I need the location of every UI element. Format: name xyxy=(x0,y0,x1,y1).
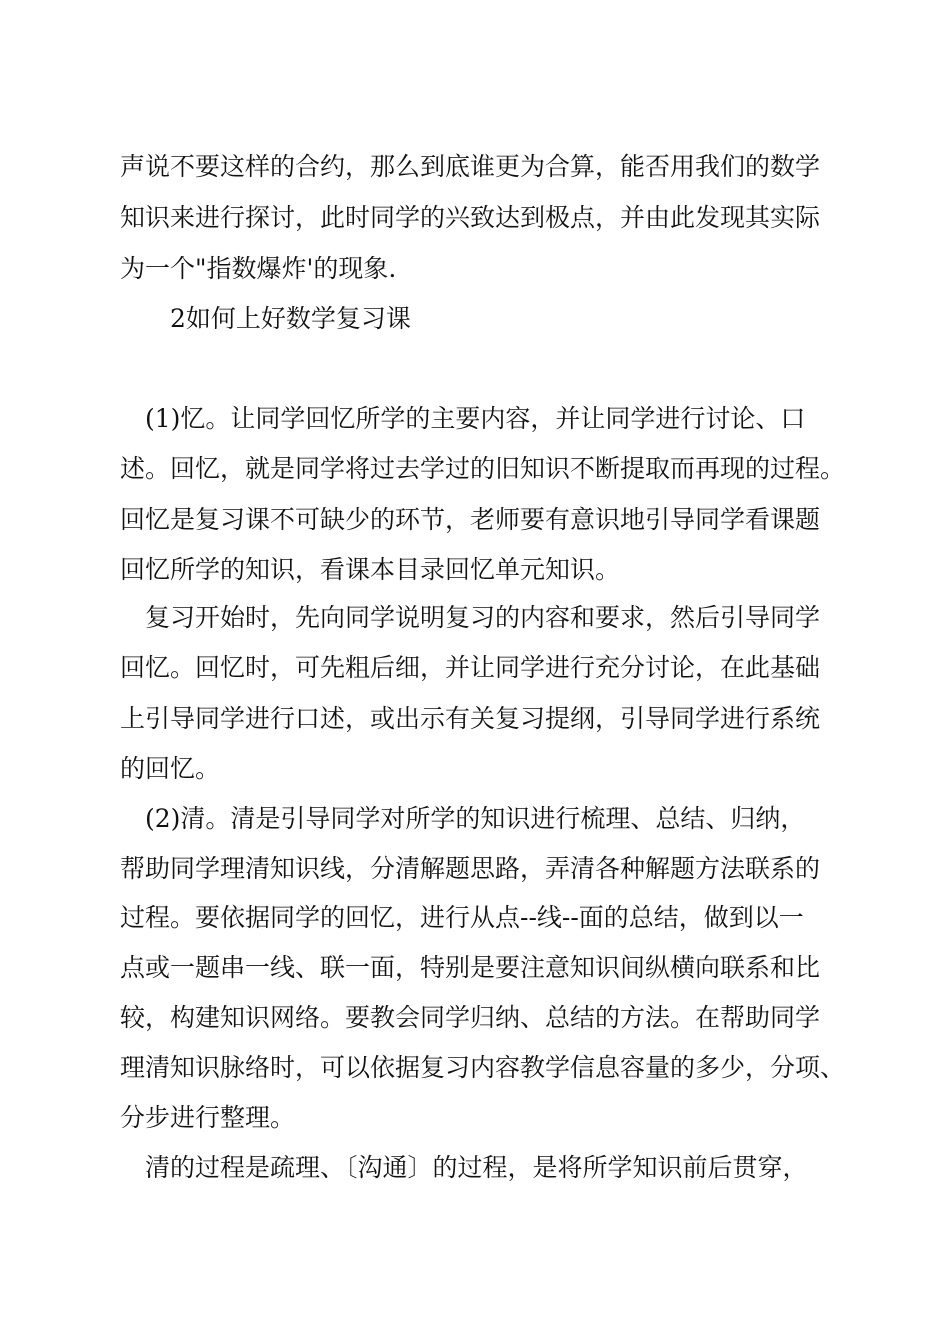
text-line: 清的过程是疏理、〔沟通〕的过程，是将所学知识前后贯穿， xyxy=(145,1153,808,1182)
text-line: 复习开始时，先向同学说明复习的内容和要求，然后引导同学 xyxy=(145,603,821,632)
text-line: 的回忆。 xyxy=(120,754,221,783)
text-line: 过程。要依据同学的回忆，进行从点--线--面的总结，做到以一 xyxy=(120,903,804,932)
text-line: 上引导同学进行口述，或出示有关复习提纲，引导同学进行系统 xyxy=(120,704,821,733)
text-line: 回忆是复习课不可缺少的环节，老师要有意识地引导同学看课题 xyxy=(120,505,821,534)
text-line: 点或一题串一线、联一面，特别是要注意知识间纵横向联系和比 xyxy=(120,953,821,982)
text-line: (1)忆。让同学回忆所学的主要内容，并让同学进行讨论、口 xyxy=(145,404,806,433)
text-line: 较，构建知识网络。要教会同学归纳、总结的方法。在帮助同学 xyxy=(120,1003,821,1032)
text-line: (2)清。清是引导同学对所学的知识进行梳理、总结、归纳， xyxy=(145,804,806,833)
text-line: 述。回忆，就是同学将过去学过的旧知识不断提取而再现的过程。 xyxy=(120,454,846,483)
section-heading: 2如何上好数学复习课 xyxy=(170,304,411,333)
text-line: 知识来进行探讨，此时同学的兴致达到极点，并由此发现其实际 xyxy=(120,203,821,232)
text-line: 理清知识脉络时，可以依据复习内容教学信息容量的多少，分项、 xyxy=(120,1053,846,1082)
text-line: 回忆所学的知识，看课本目录回忆单元知识。 xyxy=(120,555,621,584)
text-line: 分步进行整理。 xyxy=(120,1103,296,1132)
text-line: 声说不要这样的合约，那么到底谁更为合算，能否用我们的数学 xyxy=(120,152,821,181)
text-line: 帮助同学理清知识线，分清解题思路，弄清各种解题方法联系的 xyxy=(120,854,821,883)
text-line: 为一个"指数爆炸'的现象. xyxy=(120,254,397,283)
text-line: 回忆。回忆时，可先粗后细，并让同学进行充分讨论，在此基础 xyxy=(120,653,821,682)
